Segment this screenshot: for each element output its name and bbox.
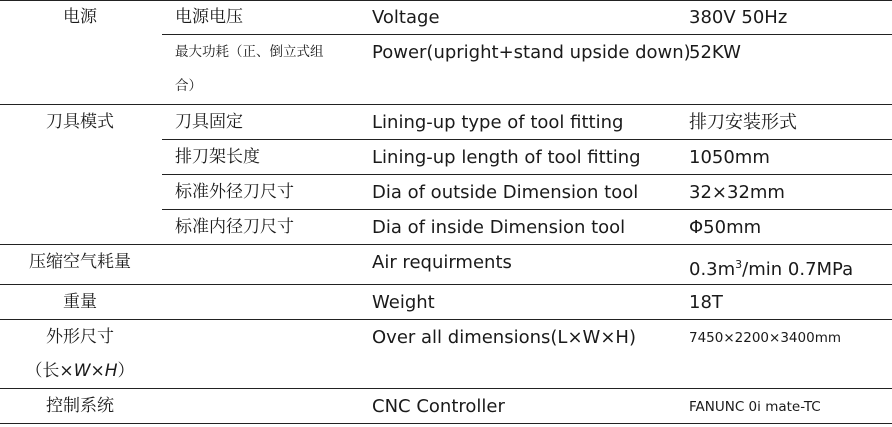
spec-value: 32×32mm xyxy=(689,182,785,203)
spec-value: 7450×2200×3400mm xyxy=(689,330,841,346)
category-overall-dimensions: 外形尺寸 xyxy=(46,327,114,347)
category-compressed-air: 压缩空气耗量 xyxy=(29,252,131,272)
spec-name-cn-continued: 合） xyxy=(175,78,202,94)
spec-value: 18T xyxy=(689,292,723,313)
spec-value: 380V 50Hz xyxy=(689,7,788,28)
spec-value: Φ50mm xyxy=(689,217,762,238)
spec-name-en: CNC Controller xyxy=(372,396,505,417)
spec-name-cn: 标准外径刀尺寸 xyxy=(175,182,294,202)
row-divider xyxy=(0,244,892,245)
row-divider xyxy=(0,319,892,320)
spec-value: FANUNC 0i mate-TC xyxy=(689,399,821,415)
spec-name-cn: 标准内径刀尺寸 xyxy=(175,217,294,237)
row-divider xyxy=(162,139,892,140)
category-overall-dimensions-formula xyxy=(0,363,160,380)
spec-name-cn: 排刀架长度 xyxy=(175,147,260,167)
formula-part: × xyxy=(90,361,105,381)
formula-part: （长× xyxy=(25,361,74,381)
air-value-base: 0.3m xyxy=(689,259,736,280)
category-weight: 重量 xyxy=(63,292,97,312)
spec-value: 排刀安装形式 xyxy=(689,112,797,133)
row-divider xyxy=(162,209,892,210)
spec-value xyxy=(689,259,853,279)
spec-name-en: Dia of inside Dimension tool xyxy=(372,217,626,238)
spec-value: 52KW xyxy=(689,42,741,63)
row-divider xyxy=(0,0,892,1)
row-divider xyxy=(162,34,892,35)
spec-name-en: Over all dimensions(L×W×H) xyxy=(372,327,636,348)
formula-w: W xyxy=(73,361,91,381)
spec-value: 1050mm xyxy=(689,147,770,168)
spec-name-cn: 电源电压 xyxy=(175,7,243,27)
spec-name-en: Power(upright+stand upside down) xyxy=(372,42,691,63)
formula-part: ） xyxy=(117,361,135,381)
spec-name-en: Voltage xyxy=(372,7,440,28)
spec-name-cn: 刀具固定 xyxy=(175,112,243,132)
category-power-supply: 电源 xyxy=(63,7,97,27)
air-value-superscript: 3 xyxy=(735,258,743,271)
spec-name-en: Lining-up type of tool fitting xyxy=(372,112,624,133)
spec-name-cn: 最大功耗（正、倒立式组 xyxy=(175,44,324,60)
formula-h: H xyxy=(104,361,118,381)
row-divider xyxy=(0,423,892,424)
spec-name-en: Air requirments xyxy=(372,252,512,273)
category-control-system: 控制系统 xyxy=(46,396,114,416)
row-divider xyxy=(0,104,892,105)
spec-name-en: Weight xyxy=(372,292,435,313)
row-divider xyxy=(0,388,892,389)
row-divider xyxy=(0,284,892,285)
row-divider xyxy=(162,174,892,175)
category-tool-mode: 刀具模式 xyxy=(46,112,114,132)
spec-name-en: Dia of outside Dimension tool xyxy=(372,182,639,203)
spec-name-en: Lining-up length of tool fitting xyxy=(372,147,641,168)
air-value-rest: /min 0.7MPa xyxy=(742,259,854,280)
